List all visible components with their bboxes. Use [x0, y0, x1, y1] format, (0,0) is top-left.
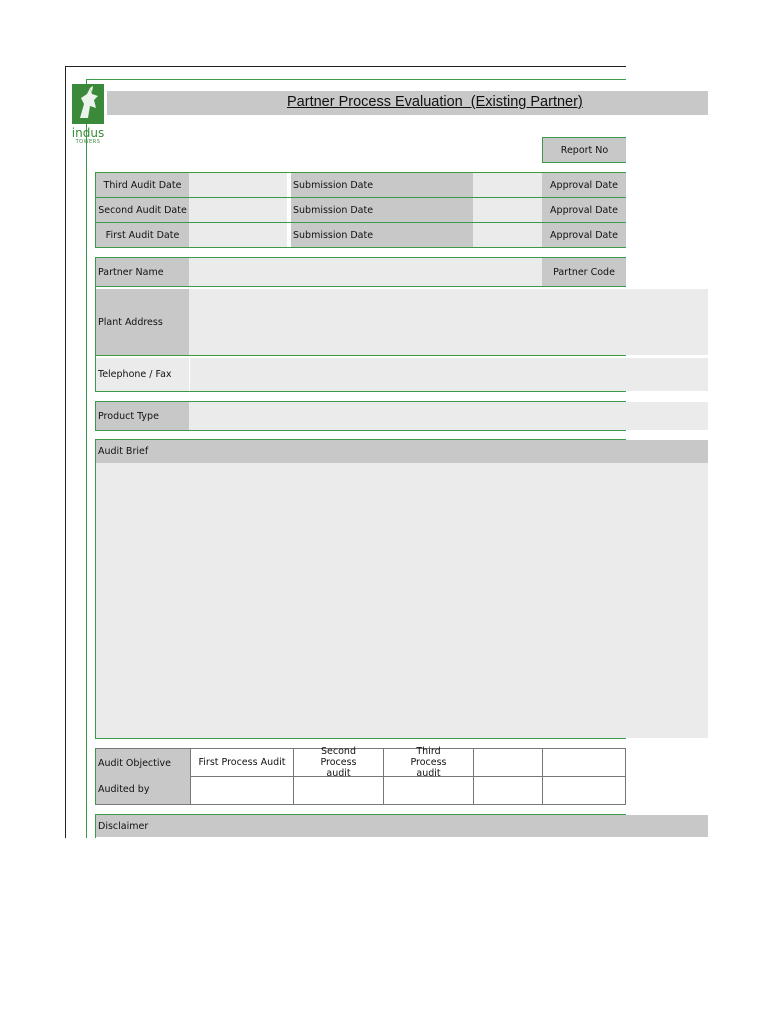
title-bar [107, 91, 708, 115]
plant-address-label: Plant Address [96, 289, 189, 355]
telephone-fax-label: Telephone / Fax [96, 358, 189, 391]
third-approval-date-label: Approval Date [542, 173, 626, 197]
page-left-rule [65, 66, 66, 838]
page-top-rule [65, 66, 626, 67]
audit-brief-header: Audit Brief [96, 440, 708, 463]
report-no-label: Report No [542, 137, 626, 163]
second-audit-date-label: Second Audit Date [96, 198, 189, 222]
audit-dates-block [95, 172, 626, 248]
third-audit-date-field[interactable] [189, 173, 287, 197]
second-submission-date-field[interactable] [473, 198, 542, 222]
audit-brief-section [95, 439, 708, 739]
disclaimer-header: Disclaimer [96, 815, 708, 837]
disclaimer-section [95, 814, 708, 838]
partner-code-label: Partner Code [542, 258, 626, 286]
second-audit-date-field[interactable] [189, 198, 287, 222]
third-submission-date-label: Submission Date [291, 173, 473, 197]
product-type-field[interactable] [189, 402, 708, 430]
second-process-audit-header: Second Process audit [293, 748, 384, 777]
extra-audited-by-field-2[interactable] [542, 776, 626, 805]
first-submission-date-field[interactable] [473, 223, 542, 247]
extra-audited-by-field-1[interactable] [473, 776, 543, 805]
inner-left-rule [86, 79, 87, 838]
product-type-row [95, 401, 708, 431]
first-process-audit-header: First Process Audit [190, 748, 294, 777]
third-audit-date-label: Third Audit Date [96, 173, 189, 197]
first-approval-date-label: Approval Date [542, 223, 626, 247]
partner-info-block [95, 257, 708, 392]
audit-objective-table [95, 748, 626, 805]
audited-by-label: Audited by [98, 783, 150, 795]
extra-header-cell-1 [473, 748, 543, 777]
partner-name-field[interactable] [189, 258, 542, 286]
logo-sub-text: TOWERS [75, 139, 101, 145]
extra-header-cell-2 [542, 748, 626, 777]
first-audited-by-field[interactable] [190, 776, 294, 805]
partner-name-label: Partner Name [96, 258, 189, 286]
telephone-fax-field[interactable] [189, 358, 708, 391]
second-audited-by-field[interactable] [293, 776, 384, 805]
inner-top-rule [86, 79, 626, 80]
audit-objective-label: Audit Objective [98, 757, 171, 769]
product-type-label: Product Type [96, 402, 189, 430]
first-audit-date-label: First Audit Date [96, 223, 189, 247]
logo-emblem-icon [70, 84, 106, 124]
first-audit-date-field[interactable] [189, 223, 287, 247]
second-submission-date-label: Submission Date [291, 198, 473, 222]
plant-address-field[interactable] [189, 289, 708, 355]
first-submission-date-label: Submission Date [291, 223, 473, 247]
company-logo [70, 84, 106, 145]
third-audited-by-field[interactable] [383, 776, 474, 805]
third-submission-date-field[interactable] [473, 173, 542, 197]
audit-brief-field[interactable] [96, 463, 708, 738]
page-title: Partner Process Evaluation (Existing Partner) [287, 94, 583, 110]
logo-brand-text: indus [71, 126, 105, 140]
second-approval-date-label: Approval Date [542, 198, 626, 222]
third-process-audit-header: Third Process audit [383, 748, 474, 777]
